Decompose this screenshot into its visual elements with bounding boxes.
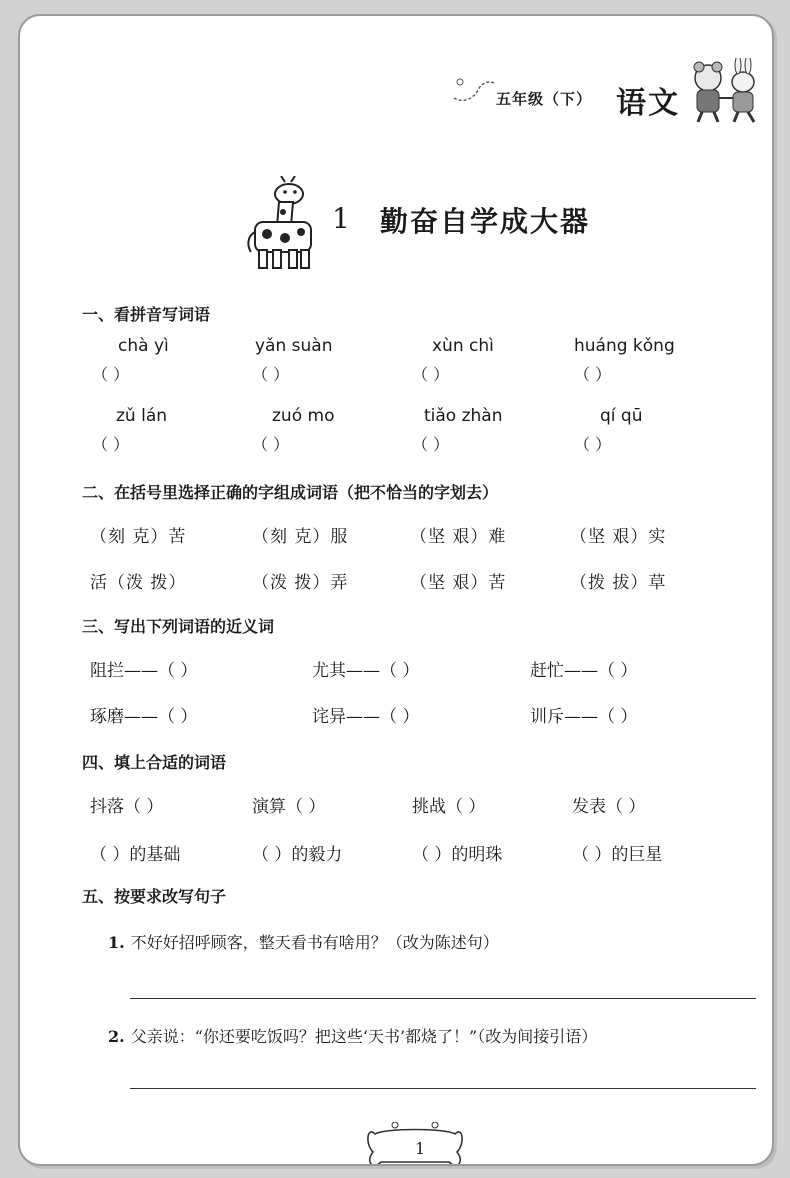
synonym-item[interactable]: 诧异——（ ） [312,707,420,727]
grade-label: 五年级（下） [496,90,593,108]
question-2 [108,1024,597,1047]
fill-word-item[interactable]: （ ）的基础 [90,845,181,865]
char-choice-item[interactable]: （泼 拨）弄 [252,573,349,593]
fill-word-item[interactable]: （ ）的巨星 [572,845,663,865]
question-1 [108,930,499,953]
page-number: 1 [415,1139,426,1158]
question-text: 父亲说：“你还要吃饭吗？把这些‘天书’都烧了！”（改为间接引语） [130,1027,598,1046]
fill-word-item[interactable]: 挑战（ ） [412,797,486,817]
fill-word-item[interactable]: 发表（ ） [572,797,646,817]
char-choice-item[interactable]: 活（泼 拨） [90,573,187,593]
char-choice-item[interactable]: （刻 克）苦 [90,527,187,547]
fill-word-item[interactable]: 演算（ ） [252,797,326,817]
question-text: 不好好招呼顾客，整天看书有啥用？（改为陈述句） [130,933,499,952]
answer-line[interactable] [130,1088,756,1089]
vine-decoration-icon [450,68,498,108]
worksheet-page [18,14,774,1166]
section-1-title: 一、看拼音写词语 [82,305,211,324]
synonym-item[interactable]: 尤其——（ ） [312,661,420,681]
mascots-illustration-icon [688,58,768,126]
subject-title: 语文 [616,86,680,121]
fill-word-item[interactable]: （ ）的毅力 [252,845,343,865]
pinyin-item: zuó mo [272,406,335,426]
answer-blank[interactable]: （ ） [92,365,130,384]
char-choice-item[interactable]: （刻 克）服 [252,527,349,547]
answer-blank[interactable]: （ ） [412,365,450,384]
answer-blank[interactable]: （ ） [412,435,450,454]
char-choice-item[interactable]: （坚 艰）苦 [410,573,507,593]
answer-blank[interactable]: （ ） [574,365,612,384]
synonym-item[interactable]: 训斥——（ ） [530,707,638,727]
answer-blank[interactable]: （ ） [252,435,290,454]
section-2-title: 二、在括号里选择正确的字组成词语（把不恰当的字划去） [82,483,499,502]
synonym-item[interactable]: 阻拦——（ ） [90,661,198,681]
answer-blank[interactable]: （ ） [92,435,130,454]
section-3-title: 三、写出下列词语的近义词 [82,617,275,636]
answer-blank[interactable]: （ ） [252,365,290,384]
pinyin-item: qí qū [600,406,643,426]
char-choice-item[interactable]: （坚 艰）难 [410,527,507,547]
question-number: 2. [108,1027,125,1046]
pinyin-item: chà yì [118,336,169,356]
synonym-item[interactable]: 琢磨——（ ） [90,707,198,727]
lesson-number: 1 [332,202,350,235]
char-choice-item[interactable]: （拨 拔）草 [570,573,667,593]
pinyin-item: yǎn suàn [255,336,333,356]
fill-word-item[interactable]: （ ）的明珠 [412,845,503,865]
question-number: 1. [108,933,125,952]
pinyin-item: xùn chì [432,336,494,356]
section-5-title: 五、按要求改写句子 [82,887,227,906]
synonym-item[interactable]: 赶忙——（ ） [530,661,638,681]
fill-word-item[interactable]: 抖落（ ） [90,797,164,817]
section-4-title: 四、填上合适的词语 [82,753,227,772]
answer-blank[interactable]: （ ） [574,435,612,454]
pinyin-item: zǔ lán [116,406,168,426]
pinyin-item: tiǎo zhàn [424,406,503,426]
pinyin-item: huáng kǒng [574,336,675,356]
lesson-title: 勤奋自学成大器 [380,205,591,238]
giraffe-icon [245,176,315,272]
char-choice-item[interactable]: （坚 艰）实 [570,527,667,547]
answer-line[interactable] [130,998,756,999]
